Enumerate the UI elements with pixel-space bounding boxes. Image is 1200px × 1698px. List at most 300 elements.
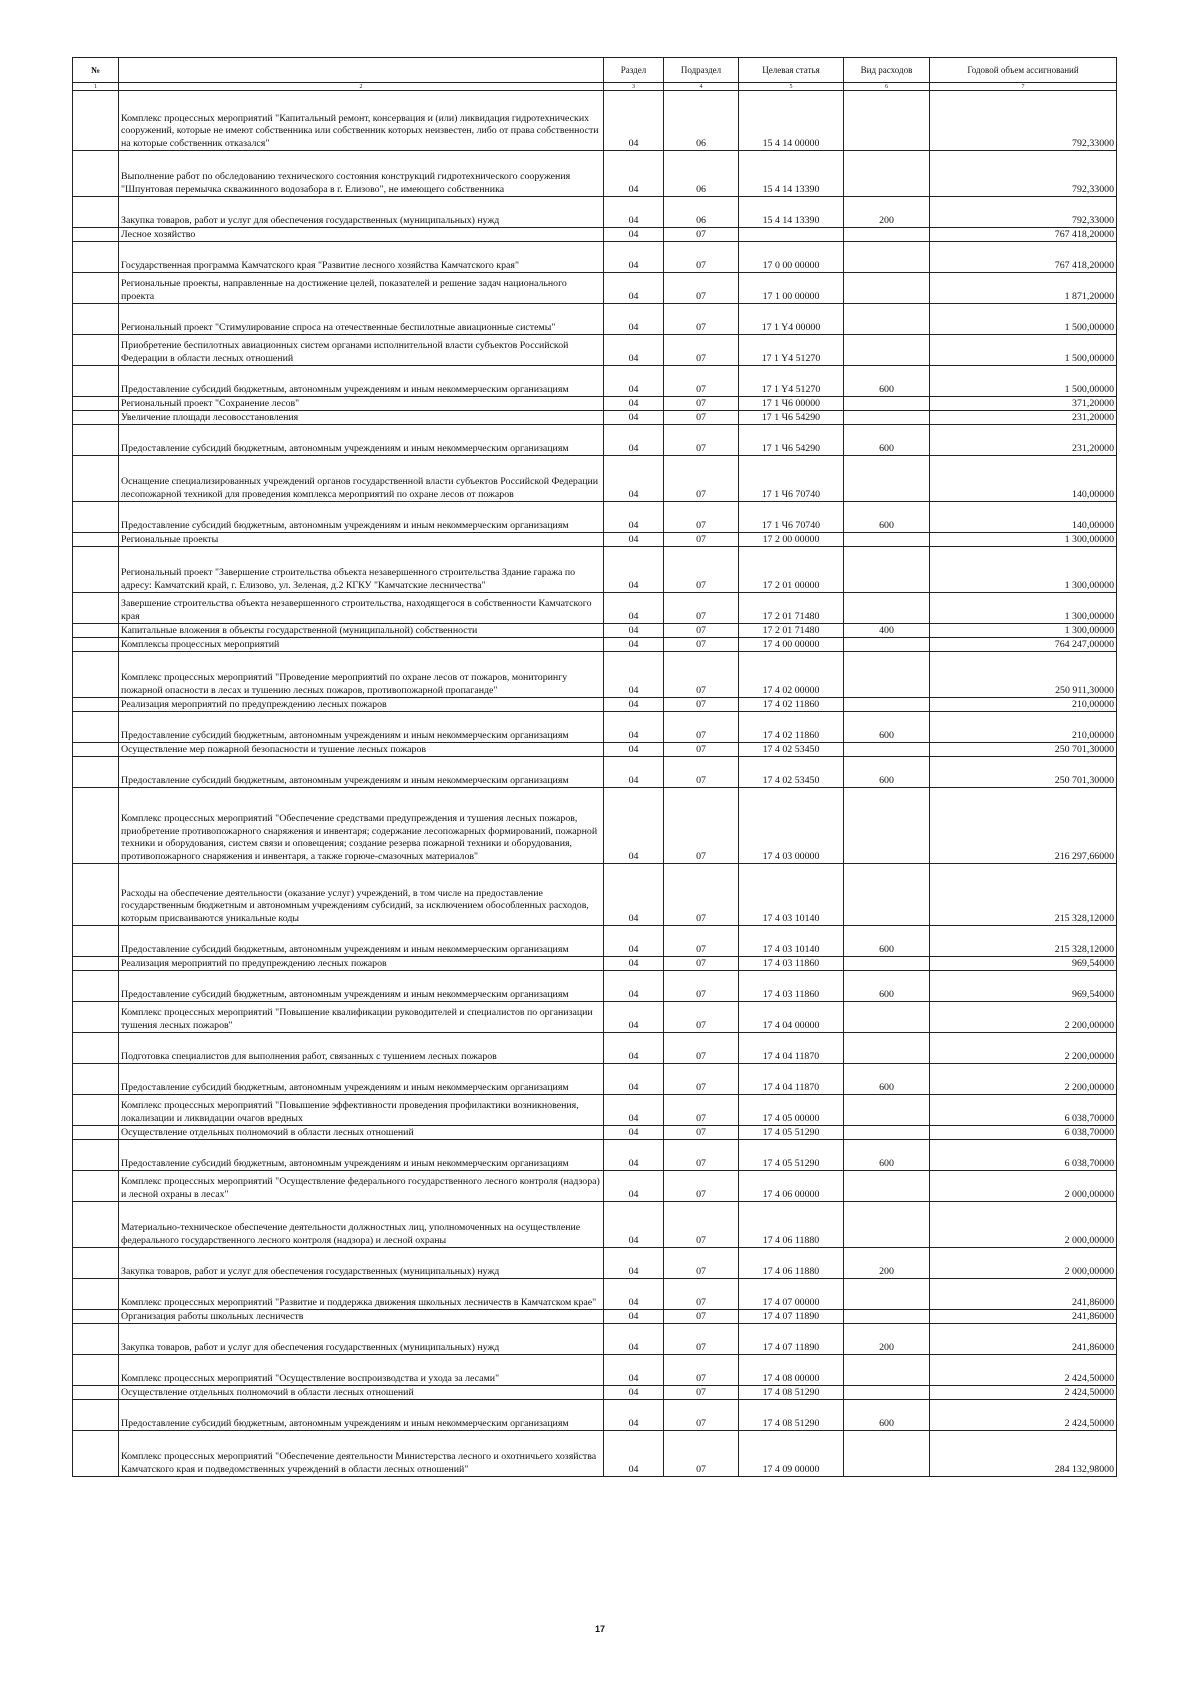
row-amount-cell: 284 132,98000 bbox=[930, 1431, 1117, 1477]
row-target-cell: 17 0 00 00000 bbox=[739, 242, 844, 273]
row-amount-cell: 371,20000 bbox=[930, 397, 1117, 411]
row-section-cell: 04 bbox=[604, 712, 664, 743]
row-name-cell: Предоставление субсидий бюджетным, автономным учреждениям и иным некоммерческим организациям bbox=[119, 502, 604, 533]
row-subsection-cell: 07 bbox=[664, 971, 739, 1002]
table-row bbox=[73, 1002, 1117, 1033]
row-name-cell: Закупка товаров, работ и услуг для обеспечения государственных (муниципальных) нужд bbox=[119, 1248, 604, 1279]
row-expense-type-cell bbox=[844, 91, 930, 151]
row-expense-type-cell bbox=[844, 273, 930, 304]
row-target-cell: 17 4 03 10140 bbox=[739, 864, 844, 926]
row-subsection-cell: 07 bbox=[664, 957, 739, 971]
row-amount-cell: 6 038,70000 bbox=[930, 1095, 1117, 1126]
row-number-cell bbox=[73, 957, 119, 971]
row-number-cell bbox=[73, 411, 119, 425]
row-number-cell bbox=[73, 366, 119, 397]
table-row bbox=[73, 971, 1117, 1002]
row-number-cell bbox=[73, 151, 119, 197]
row-target-cell: 17 4 03 00000 bbox=[739, 788, 844, 864]
table-row bbox=[73, 1324, 1117, 1355]
row-target-cell: 17 1 00 00000 bbox=[739, 273, 844, 304]
row-expense-type-cell bbox=[844, 1355, 930, 1386]
row-name-cell: Реализация мероприятий по предупреждению лесных пожаров bbox=[119, 698, 604, 712]
row-number-cell bbox=[73, 638, 119, 652]
row-amount-cell: 2 200,00000 bbox=[930, 1033, 1117, 1064]
row-subsection-cell: 07 bbox=[664, 1126, 739, 1140]
row-amount-cell: 6 038,70000 bbox=[930, 1126, 1117, 1140]
row-subsection-cell: 07 bbox=[664, 788, 739, 864]
row-amount-cell: 1 500,00000 bbox=[930, 366, 1117, 397]
row-amount-cell: 2 200,00000 bbox=[930, 1064, 1117, 1095]
row-name-cell: Организация работы школьных лесничеств bbox=[119, 1310, 604, 1324]
row-target-cell: 17 4 07 11890 bbox=[739, 1310, 844, 1324]
row-name-cell: Подготовка специалистов для выполнения работ, связанных с тушением лесных пожаров bbox=[119, 1033, 604, 1064]
row-section-cell: 04 bbox=[604, 242, 664, 273]
row-number-cell bbox=[73, 425, 119, 456]
row-section-cell: 04 bbox=[604, 456, 664, 502]
row-section-cell: 04 bbox=[604, 1095, 664, 1126]
row-name-cell: Завершение строительства объекта незавершенного строительства, находящегося в собственности Камчатского края bbox=[119, 593, 604, 624]
table-row bbox=[73, 1171, 1117, 1202]
row-expense-type-cell bbox=[844, 1310, 930, 1324]
col-number: 3 bbox=[604, 83, 664, 91]
row-section-cell: 04 bbox=[604, 547, 664, 593]
row-name-cell: Материально-техническое обеспечение деятельности должностных лиц, уполномоченных на осуществление федерального государственного лесного контроля (надзора) и лесной охраны bbox=[119, 1202, 604, 1248]
row-name-cell: Предоставление субсидий бюджетным, автономным учреждениям и иным некоммерческим организациям bbox=[119, 926, 604, 957]
row-number-cell bbox=[73, 864, 119, 926]
row-subsection-cell: 07 bbox=[664, 1095, 739, 1126]
table-row bbox=[73, 1355, 1117, 1386]
row-amount-cell: 764 247,00000 bbox=[930, 638, 1117, 652]
row-subsection-cell: 07 bbox=[664, 242, 739, 273]
row-subsection-cell: 07 bbox=[664, 1202, 739, 1248]
row-section-cell: 04 bbox=[604, 743, 664, 757]
table-row bbox=[73, 1248, 1117, 1279]
row-section-cell: 04 bbox=[604, 698, 664, 712]
row-number-cell bbox=[73, 1355, 119, 1386]
row-amount-cell: 1 300,00000 bbox=[930, 533, 1117, 547]
row-section-cell: 04 bbox=[604, 971, 664, 1002]
row-target-cell: 17 4 02 11860 bbox=[739, 712, 844, 743]
table-row bbox=[73, 1386, 1117, 1400]
row-number-cell bbox=[73, 593, 119, 624]
row-expense-type-cell: 600 bbox=[844, 1064, 930, 1095]
row-section-cell: 04 bbox=[604, 197, 664, 228]
row-amount-cell: 2 000,00000 bbox=[930, 1248, 1117, 1279]
row-section-cell: 04 bbox=[604, 788, 664, 864]
row-section-cell: 04 bbox=[604, 502, 664, 533]
row-section-cell: 04 bbox=[604, 1431, 664, 1477]
row-number-cell bbox=[73, 1279, 119, 1310]
row-subsection-cell: 07 bbox=[664, 547, 739, 593]
table-row bbox=[73, 397, 1117, 411]
row-amount-cell: 210,00000 bbox=[930, 698, 1117, 712]
row-subsection-cell: 07 bbox=[664, 273, 739, 304]
row-section-cell: 04 bbox=[604, 926, 664, 957]
row-name-cell: Комплекс процессных мероприятий "Осуществление федерального государственного лесного контроля (надзора) и лесной охраны в лесах" bbox=[119, 1171, 604, 1202]
row-expense-type-cell bbox=[844, 593, 930, 624]
table-row bbox=[73, 547, 1117, 593]
row-target-cell: 17 1 Y4 00000 bbox=[739, 304, 844, 335]
row-amount-cell: 792,33000 bbox=[930, 151, 1117, 197]
row-amount-cell: 969,54000 bbox=[930, 971, 1117, 1002]
row-expense-type-cell: 600 bbox=[844, 712, 930, 743]
row-name-cell: Государственная программа Камчатского края "Развитие лесного хозяйства Камчатского края" bbox=[119, 242, 604, 273]
row-number-cell bbox=[73, 397, 119, 411]
row-amount-cell: 969,54000 bbox=[930, 957, 1117, 971]
row-amount-cell: 1 871,20000 bbox=[930, 273, 1117, 304]
row-amount-cell: 241,86000 bbox=[930, 1324, 1117, 1355]
row-subsection-cell: 07 bbox=[664, 1400, 739, 1431]
row-section-cell: 04 bbox=[604, 304, 664, 335]
row-target-cell: 17 4 05 51290 bbox=[739, 1140, 844, 1171]
row-expense-type-cell: 600 bbox=[844, 757, 930, 788]
row-amount-cell: 6 038,70000 bbox=[930, 1140, 1117, 1171]
row-number-cell bbox=[73, 1002, 119, 1033]
row-amount-cell: 1 300,00000 bbox=[930, 593, 1117, 624]
row-name-cell: Осуществление мер пожарной безопасности и тушение лесных пожаров bbox=[119, 743, 604, 757]
row-target-cell: 17 4 03 10140 bbox=[739, 926, 844, 957]
row-name-cell: Приобретение беспилотных авиационных систем органами исполнительной власти субъектов Российской Федерации в области лесных отношений bbox=[119, 335, 604, 366]
row-target-cell: 17 1 Ч6 00000 bbox=[739, 397, 844, 411]
row-name-cell: Региональный проект "Завершение строительства объекта незавершенного строительства Здание гаража по адресу: Камчатский край, г. Елизово, ул. Зеленая, д.2 КГКУ "Камчатские лесничества" bbox=[119, 547, 604, 593]
row-target-cell: 17 1 Ч6 70740 bbox=[739, 456, 844, 502]
row-amount-cell: 2 424,50000 bbox=[930, 1355, 1117, 1386]
row-amount-cell: 767 418,20000 bbox=[930, 242, 1117, 273]
row-target-cell: 17 4 04 00000 bbox=[739, 1002, 844, 1033]
table-row bbox=[73, 425, 1117, 456]
row-expense-type-cell bbox=[844, 1279, 930, 1310]
table-row bbox=[73, 788, 1117, 864]
row-expense-type-cell bbox=[844, 638, 930, 652]
budget-table bbox=[72, 57, 1117, 1477]
row-name-cell: Реализация мероприятий по предупреждению лесных пожаров bbox=[119, 957, 604, 971]
row-subsection-cell: 07 bbox=[664, 1431, 739, 1477]
row-name-cell: Региональный проект "Стимулирование спроса на отечественные беспилотные авиационные системы" bbox=[119, 304, 604, 335]
table-row bbox=[73, 366, 1117, 397]
row-expense-type-cell: 600 bbox=[844, 502, 930, 533]
row-section-cell: 04 bbox=[604, 1126, 664, 1140]
row-target-cell: 17 4 05 51290 bbox=[739, 1126, 844, 1140]
row-number-cell bbox=[73, 1033, 119, 1064]
row-name-cell: Закупка товаров, работ и услуг для обеспечения государственных (муниципальных) нужд bbox=[119, 1324, 604, 1355]
col-header-number: № bbox=[73, 58, 119, 83]
row-number-cell bbox=[73, 1140, 119, 1171]
row-target-cell: 17 4 09 00000 bbox=[739, 1431, 844, 1477]
row-target-cell: 17 4 07 00000 bbox=[739, 1279, 844, 1310]
row-subsection-cell: 07 bbox=[664, 1248, 739, 1279]
row-subsection-cell: 07 bbox=[664, 926, 739, 957]
table-row bbox=[73, 411, 1117, 425]
row-amount-cell: 792,33000 bbox=[930, 91, 1117, 151]
table-row bbox=[73, 1279, 1117, 1310]
row-section-cell: 04 bbox=[604, 1248, 664, 1279]
row-expense-type-cell bbox=[844, 547, 930, 593]
row-subsection-cell: 07 bbox=[664, 1064, 739, 1095]
col-number: 7 bbox=[930, 83, 1117, 91]
row-target-cell: 17 4 04 11870 bbox=[739, 1064, 844, 1095]
row-amount-cell: 241,86000 bbox=[930, 1279, 1117, 1310]
row-number-cell bbox=[73, 743, 119, 757]
table-row bbox=[73, 242, 1117, 273]
row-amount-cell: 2 424,50000 bbox=[930, 1400, 1117, 1431]
row-number-cell bbox=[73, 1202, 119, 1248]
row-name-cell: Оснащение специализированных учреждений органов государственной власти субъектов Российской Федерации лесопожарной техникой для проведения комплекса мероприятий по охране лесов от пожаров bbox=[119, 456, 604, 502]
row-number-cell bbox=[73, 91, 119, 151]
row-target-cell: 17 4 05 00000 bbox=[739, 1095, 844, 1126]
row-name-cell: Предоставление субсидий бюджетным, автономным учреждениям и иным некоммерческим организациям bbox=[119, 757, 604, 788]
row-name-cell: Осуществление отдельных полномочий в области лесных отношений bbox=[119, 1386, 604, 1400]
table-row bbox=[73, 304, 1117, 335]
table-row bbox=[73, 712, 1117, 743]
row-amount-cell: 231,20000 bbox=[930, 425, 1117, 456]
table-row bbox=[73, 1140, 1117, 1171]
row-expense-type-cell: 200 bbox=[844, 1248, 930, 1279]
row-target-cell: 17 1 Y4 51270 bbox=[739, 366, 844, 397]
row-name-cell: Расходы на обеспечение деятельности (оказание услуг) учреждений, в том числе на предоставление государственным бюджетным и автономным учреждениям субсидий, за исключением обособленных расходов, которым присваиваются уникальные коды bbox=[119, 864, 604, 926]
row-section-cell: 04 bbox=[604, 1310, 664, 1324]
row-expense-type-cell: 200 bbox=[844, 197, 930, 228]
row-expense-type-cell: 600 bbox=[844, 366, 930, 397]
row-amount-cell: 2 000,00000 bbox=[930, 1171, 1117, 1202]
row-section-cell: 04 bbox=[604, 273, 664, 304]
column-number-row bbox=[73, 83, 1117, 91]
row-amount-cell: 1 500,00000 bbox=[930, 304, 1117, 335]
row-name-cell: Капитальные вложения в объекты государственной (муниципальной) собственности bbox=[119, 624, 604, 638]
table-row bbox=[73, 456, 1117, 502]
table-row bbox=[73, 1095, 1117, 1126]
row-expense-type-cell bbox=[844, 1002, 930, 1033]
row-expense-type-cell bbox=[844, 1126, 930, 1140]
row-target-cell: 17 4 06 11880 bbox=[739, 1248, 844, 1279]
table-row bbox=[73, 1126, 1117, 1140]
row-name-cell: Предоставление субсидий бюджетным, автономным учреждениям и иным некоммерческим организациям bbox=[119, 712, 604, 743]
row-name-cell: Комплекс процессных мероприятий "Обеспечение деятельности Министерства лесного и охотничьего хозяйства Камчатского края и подведомственных учреждений в области лесных отношений" bbox=[119, 1431, 604, 1477]
table-row bbox=[73, 926, 1117, 957]
row-subsection-cell: 07 bbox=[664, 652, 739, 698]
row-amount-cell: 250 701,30000 bbox=[930, 757, 1117, 788]
row-section-cell: 04 bbox=[604, 366, 664, 397]
row-name-cell: Региональные проекты bbox=[119, 533, 604, 547]
row-number-cell bbox=[73, 971, 119, 1002]
row-section-cell: 04 bbox=[604, 425, 664, 456]
table-row bbox=[73, 91, 1117, 151]
row-target-cell: 17 4 06 11880 bbox=[739, 1202, 844, 1248]
budget-table-sheet bbox=[72, 57, 1116, 1477]
row-amount-cell: 2 200,00000 bbox=[930, 1002, 1117, 1033]
row-expense-type-cell bbox=[844, 743, 930, 757]
row-expense-type-cell bbox=[844, 397, 930, 411]
row-section-cell: 04 bbox=[604, 91, 664, 151]
row-amount-cell: 215 328,12000 bbox=[930, 864, 1117, 926]
row-expense-type-cell bbox=[844, 533, 930, 547]
row-subsection-cell: 07 bbox=[664, 1279, 739, 1310]
row-subsection-cell: 06 bbox=[664, 197, 739, 228]
row-section-cell: 04 bbox=[604, 1202, 664, 1248]
row-amount-cell: 210,00000 bbox=[930, 712, 1117, 743]
row-number-cell bbox=[73, 456, 119, 502]
row-subsection-cell: 07 bbox=[664, 712, 739, 743]
row-section-cell: 04 bbox=[604, 1324, 664, 1355]
row-subsection-cell: 07 bbox=[664, 1324, 739, 1355]
row-target-cell: 17 1 Ч6 54290 bbox=[739, 411, 844, 425]
row-amount-cell: 241,86000 bbox=[930, 1310, 1117, 1324]
col-header-section: Раздел bbox=[604, 58, 664, 83]
row-subsection-cell: 07 bbox=[664, 1002, 739, 1033]
row-target-cell: 17 4 03 11860 bbox=[739, 971, 844, 1002]
row-name-cell: Осуществление отдельных полномочий в области лесных отношений bbox=[119, 1126, 604, 1140]
row-number-cell bbox=[73, 1095, 119, 1126]
row-target-cell: 17 2 01 71480 bbox=[739, 624, 844, 638]
row-name-cell: Закупка товаров, работ и услуг для обеспечения государственных (муниципальных) нужд bbox=[119, 197, 604, 228]
row-target-cell: 17 4 02 53450 bbox=[739, 743, 844, 757]
row-section-cell: 04 bbox=[604, 624, 664, 638]
row-amount-cell: 2 424,50000 bbox=[930, 1386, 1117, 1400]
row-name-cell: Комплекс процессных мероприятий "Проведение мероприятий по охране лесов от пожаров, мониторингу пожарной опасности в лесах и тушению лесных пожаров, противопожарной пропаганде" bbox=[119, 652, 604, 698]
table-row bbox=[73, 1064, 1117, 1095]
row-expense-type-cell bbox=[844, 335, 930, 366]
row-subsection-cell: 07 bbox=[664, 1033, 739, 1064]
row-subsection-cell: 07 bbox=[664, 638, 739, 652]
row-expense-type-cell: 600 bbox=[844, 425, 930, 456]
row-target-cell: 17 4 07 11890 bbox=[739, 1324, 844, 1355]
row-number-cell bbox=[73, 624, 119, 638]
col-header-name bbox=[119, 58, 604, 83]
table-row bbox=[73, 743, 1117, 757]
row-section-cell: 04 bbox=[604, 335, 664, 366]
row-section-cell: 04 bbox=[604, 1140, 664, 1171]
row-target-cell: 17 4 02 11860 bbox=[739, 698, 844, 712]
row-subsection-cell: 07 bbox=[664, 624, 739, 638]
row-section-cell: 04 bbox=[604, 1171, 664, 1202]
row-subsection-cell: 07 bbox=[664, 533, 739, 547]
table-row bbox=[73, 1033, 1117, 1064]
row-number-cell bbox=[73, 1431, 119, 1477]
row-number-cell bbox=[73, 757, 119, 788]
col-number: 2 bbox=[119, 83, 604, 91]
row-target-cell: 17 4 03 11860 bbox=[739, 957, 844, 971]
row-name-cell: Предоставление субсидий бюджетным, автономным учреждениям и иным некоммерческим организациям bbox=[119, 971, 604, 1002]
row-section-cell: 04 bbox=[604, 757, 664, 788]
row-name-cell: Комплекс процессных мероприятий "Капитальный ремонт, консервация и (или) ликвидация гидротехнических сооружений, которые не имеют собственника или собственник которых неизвестен, либо от права собственности на которые собственник отказался" bbox=[119, 91, 604, 151]
row-amount-cell: 1 300,00000 bbox=[930, 547, 1117, 593]
row-number-cell bbox=[73, 1310, 119, 1324]
table-row bbox=[73, 652, 1117, 698]
row-expense-type-cell: 200 bbox=[844, 1324, 930, 1355]
row-expense-type-cell: 600 bbox=[844, 1140, 930, 1171]
row-expense-type-cell: 600 bbox=[844, 971, 930, 1002]
row-expense-type-cell bbox=[844, 1202, 930, 1248]
table-row bbox=[73, 1202, 1117, 1248]
row-subsection-cell: 06 bbox=[664, 91, 739, 151]
row-number-cell bbox=[73, 1126, 119, 1140]
row-subsection-cell: 07 bbox=[664, 411, 739, 425]
row-subsection-cell: 07 bbox=[664, 425, 739, 456]
row-number-cell bbox=[73, 1248, 119, 1279]
row-name-cell: Выполнение работ по обследованию технического состояния конструкций гидротехнического сооружения "Шпунтовая перемычка скважинного водозабора в г. Елизово", не имеющего собственника bbox=[119, 151, 604, 197]
row-amount-cell: 1 500,00000 bbox=[930, 335, 1117, 366]
row-expense-type-cell bbox=[844, 652, 930, 698]
row-subsection-cell: 07 bbox=[664, 502, 739, 533]
row-target-cell: 17 4 02 00000 bbox=[739, 652, 844, 698]
row-name-cell: Комплекс процессных мероприятий "Осуществление воспроизводства и ухода за лесами" bbox=[119, 1355, 604, 1386]
table-row bbox=[73, 638, 1117, 652]
row-number-cell bbox=[73, 712, 119, 743]
row-target-cell bbox=[739, 228, 844, 242]
row-section-cell: 04 bbox=[604, 1033, 664, 1064]
row-expense-type-cell bbox=[844, 242, 930, 273]
row-name-cell: Увеличение площади лесовосстановления bbox=[119, 411, 604, 425]
row-name-cell: Комплексы процессных мероприятий bbox=[119, 638, 604, 652]
row-subsection-cell: 07 bbox=[664, 593, 739, 624]
row-amount-cell: 1 300,00000 bbox=[930, 624, 1117, 638]
row-subsection-cell: 07 bbox=[664, 1386, 739, 1400]
row-section-cell: 04 bbox=[604, 593, 664, 624]
row-section-cell: 04 bbox=[604, 957, 664, 971]
row-section-cell: 04 bbox=[604, 397, 664, 411]
row-section-cell: 04 bbox=[604, 652, 664, 698]
row-expense-type-cell bbox=[844, 957, 930, 971]
table-row bbox=[73, 502, 1117, 533]
row-target-cell: 17 1 Ч6 54290 bbox=[739, 425, 844, 456]
row-target-cell: 17 2 01 00000 bbox=[739, 547, 844, 593]
table-row bbox=[73, 533, 1117, 547]
row-amount-cell: 140,00000 bbox=[930, 456, 1117, 502]
row-amount-cell: 767 418,20000 bbox=[930, 228, 1117, 242]
row-section-cell: 04 bbox=[604, 1279, 664, 1310]
table-row bbox=[73, 151, 1117, 197]
row-expense-type-cell bbox=[844, 1033, 930, 1064]
row-number-cell bbox=[73, 533, 119, 547]
row-subsection-cell: 06 bbox=[664, 151, 739, 197]
table-row bbox=[73, 335, 1117, 366]
col-header-expense-type: Вид расходов bbox=[844, 58, 930, 83]
col-number: 4 bbox=[664, 83, 739, 91]
row-amount-cell: 140,00000 bbox=[930, 502, 1117, 533]
row-number-cell bbox=[73, 926, 119, 957]
row-subsection-cell: 07 bbox=[664, 1171, 739, 1202]
row-number-cell bbox=[73, 242, 119, 273]
row-name-cell: Комплекс процессных мероприятий "Развитие и поддержка движения школьных лесничеств в Камчатском крае" bbox=[119, 1279, 604, 1310]
row-subsection-cell: 07 bbox=[664, 397, 739, 411]
row-subsection-cell: 07 bbox=[664, 1140, 739, 1171]
row-amount-cell: 250 701,30000 bbox=[930, 743, 1117, 757]
row-name-cell: Комплекс процессных мероприятий "Обеспечение средствами предупреждения и тушения лесных пожаров, приобретение противопожарного снаряжения и инвентаря; содержание лесопожарных формирований, пожарной техники и оборудования, систем связи и оповещения; создание резерва пожарной техники и оборудования, противопожарного снаряжения и инвентаря, а также горюче-смазочных материалов" bbox=[119, 788, 604, 864]
row-amount-cell: 216 297,66000 bbox=[930, 788, 1117, 864]
row-amount-cell: 792,33000 bbox=[930, 197, 1117, 228]
col-number: 5 bbox=[739, 83, 844, 91]
row-section-cell: 04 bbox=[604, 1400, 664, 1431]
row-expense-type-cell bbox=[844, 1386, 930, 1400]
row-target-cell: 17 1 Ч6 70740 bbox=[739, 502, 844, 533]
row-expense-type-cell bbox=[844, 1095, 930, 1126]
table-row bbox=[73, 1431, 1117, 1477]
table-row bbox=[73, 593, 1117, 624]
row-subsection-cell: 07 bbox=[664, 1355, 739, 1386]
row-expense-type-cell bbox=[844, 228, 930, 242]
table-row bbox=[73, 624, 1117, 638]
row-expense-type-cell: 600 bbox=[844, 1400, 930, 1431]
table-row bbox=[73, 228, 1117, 242]
row-subsection-cell: 07 bbox=[664, 366, 739, 397]
row-expense-type-cell bbox=[844, 864, 930, 926]
table-row bbox=[73, 273, 1117, 304]
row-expense-type-cell bbox=[844, 788, 930, 864]
row-section-cell: 04 bbox=[604, 151, 664, 197]
row-number-cell bbox=[73, 197, 119, 228]
row-number-cell bbox=[73, 335, 119, 366]
row-subsection-cell: 07 bbox=[664, 456, 739, 502]
row-subsection-cell: 07 bbox=[664, 228, 739, 242]
